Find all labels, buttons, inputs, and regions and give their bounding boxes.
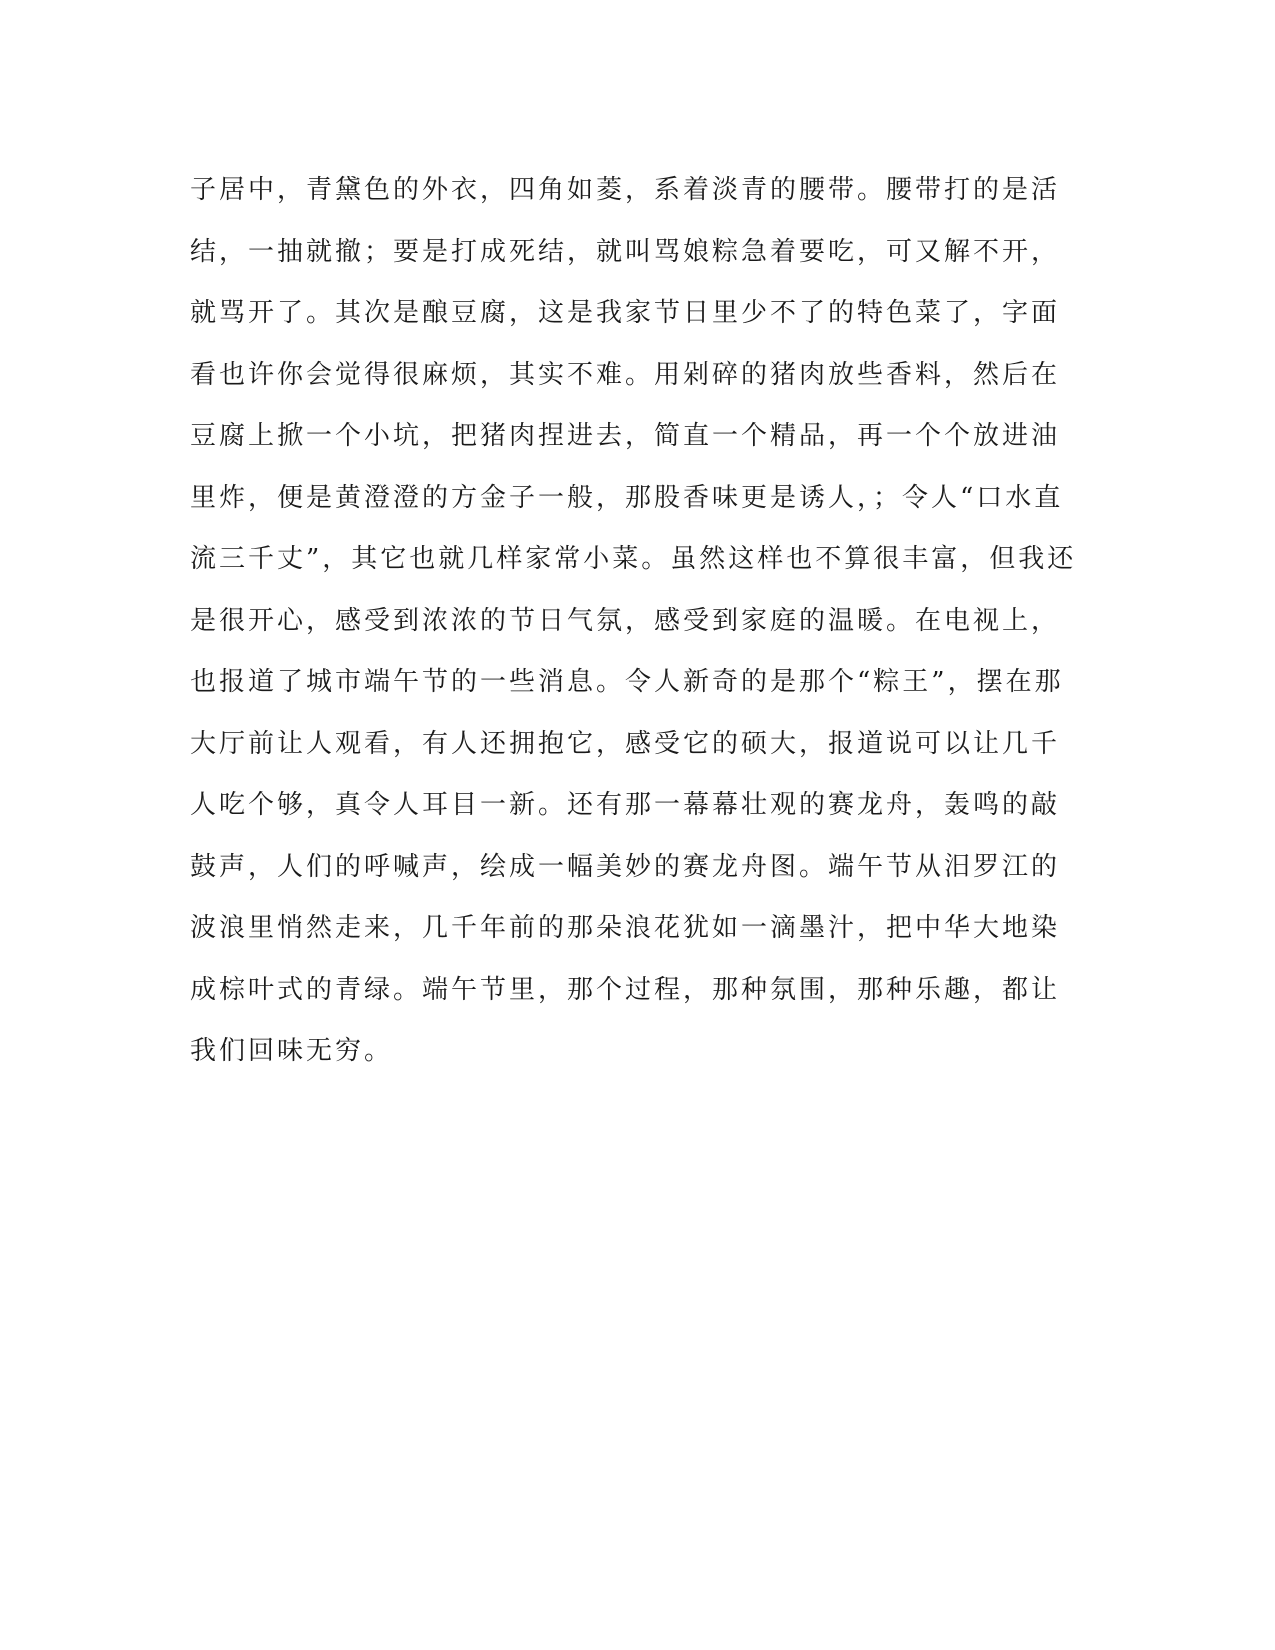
- text-line-14: 成棕叶式的青绿。端午节里，那个过程，那种氛围，那种乐趣，都让: [190, 974, 1061, 1005]
- text-line-11: 人吃个够，真令人耳目一新。还有那一幕幕壮观的赛龙舟，轰鸣的敲: [190, 790, 1061, 820]
- text-line-13: 波浪里悄然走来，几千年前的那朵浪花犹如一滴墨汁，把中华大地染: [190, 913, 1061, 943]
- text-line-6: 里炸，便是黄澄澄的方金子一般，那股香味更是诱人，；令人“口水直: [190, 482, 1064, 513]
- text-line-12: 鼓声，人们的呼喊声，绘成一幅美妙的赛龙舟图。端午节从汨罗江的: [190, 851, 1061, 882]
- body-paragraph: [190, 160, 1090, 1083]
- text-line-4: 看也许你会觉得很麻烦，其实不难。用剁碎的猪肉放些香料，然后在: [190, 359, 1061, 390]
- text-line-15: 我们回味无穷。: [190, 1036, 394, 1066]
- text-line-1: 子居中，青黛色的外衣，四角如菱，系着淡青的腰带。腰带打的是活: [190, 175, 1061, 205]
- text-line-7: 流三千丈”，其它也就几样家常小菜。虽然这样也不算很丰富，但我还: [190, 544, 1077, 574]
- text-line-5: 豆腐上掀一个小坑，把猪肉捏进去，简直一个精品，再一个个放进油: [190, 421, 1061, 451]
- text-line-10: 大厅前让人观看，有人还拥抱它，感受它的硕大，报道说可以让几千: [190, 728, 1061, 759]
- text-line-8: 是很开心，感受到浓浓的节日气氛，感受到家庭的温暖。在电视上，: [190, 605, 1061, 636]
- text-line-3: 就骂开了。其次是酿豆腐，这是我家节日里少不了的特色菜了，字面: [190, 298, 1061, 328]
- text-line-9: 也报道了城市端午节的一些消息。令人新奇的是那个“粽王”，摆在那: [190, 667, 1064, 697]
- text-line-2: 结，一抽就撤；要是打成死结，就叫骂娘粽急着要吃，可又解不开，: [190, 236, 1061, 267]
